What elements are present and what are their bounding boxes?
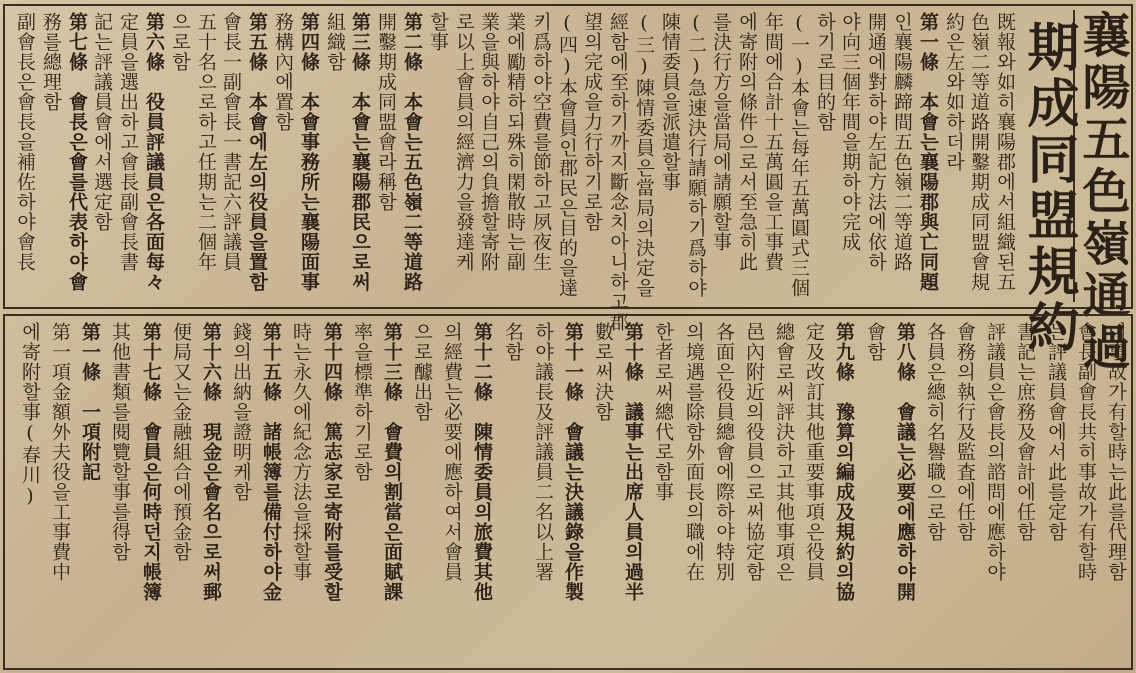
upper-column-33: 으로함 (169, 12, 191, 72)
lower-column-33: 第十七條 會員은何時던지帳簿 (140, 322, 162, 602)
lower-column-34: 其他書類를閱覽할事를得함 (109, 322, 131, 562)
upper-column-20: 業에勵精하되殊히閑散時는副 (504, 12, 526, 272)
upper-column-6: 開通에對하야左記方法에依하 (865, 12, 887, 272)
lower-column-18: 數로써決함 (592, 322, 614, 422)
lower-column-10: 第九條 豫算의編成及規約의協 (833, 322, 855, 602)
headline: 襄陽五色嶺通過 (1074, 10, 1130, 374)
upper-column-11: 에寄附의條件으로서至急히此 (736, 12, 758, 272)
upper-column-14: 陳情委員을派遣할事 (659, 12, 681, 192)
lower-column-31: 第十六條 現金은會名으로써郵 (200, 322, 222, 602)
lower-column-16: 한者로써總代로함事 (652, 322, 674, 502)
lower-column-32: 便局又는金融組合에預金함 (170, 322, 192, 562)
lower-text-block (3, 314, 1133, 670)
lower-column-14: 各面은役員總會에際하야特別 (713, 322, 735, 582)
upper-column-39: 副會長은會長을補佐하야會長 (14, 12, 36, 272)
lower-column-19: 第十一條 會議는決議錄을作製 (562, 322, 584, 602)
upper-column-35: 定員을選出하고會長副會長書 (117, 12, 139, 272)
lower-column-36: 第一項金額外夫役을工事費中 (49, 322, 71, 582)
upper-column-32: 五十名으로하고任期는二個年 (195, 12, 217, 272)
upper-column-23: 할事 (427, 12, 449, 52)
lower-column-4: 書記는庶務及會計에任함 (1014, 322, 1036, 542)
upper-column-18: (四)本會員인郡民은目的을達 (556, 12, 578, 298)
lower-column-24: 으로醵出함 (411, 322, 433, 422)
lower-column-2: 會長副會長共히事故가有할時 (1075, 322, 1097, 582)
lower-column-37: 에寄附할事(春川) (19, 322, 41, 508)
lower-column-6: 會務의執行及監査에任함 (954, 322, 976, 542)
upper-column-9: (一)本會는每年五萬圓式三個 (788, 12, 810, 298)
lower-column-7: 各員은總히名譽職으로함 (924, 322, 946, 542)
upper-column-7: 야向三個年間을期하야完成 (839, 12, 861, 252)
lower-column-27: 第十四條 篤志家로寄附를受할 (321, 322, 343, 602)
upper-column-2: 色嶺二等道路開鑿期成同盟會規 (968, 12, 990, 292)
upper-column-17: 望의完成을力行하기로함 (581, 12, 603, 232)
lower-column-22: 第十二條 陳情委員의旅費其他 (471, 322, 493, 602)
upper-column-34: 第六條 役員評議員은各面每々 (143, 12, 165, 292)
upper-column-12: 를決行方을當局에請願할事 (710, 12, 732, 252)
upper-column-4: 第一條 本會는襄陽郡與亡同題 (917, 12, 939, 292)
lower-column-5: 評議員은會長의諮問에應하야 (984, 322, 1006, 582)
upper-column-3: 約은左와如하더라 (943, 12, 965, 172)
lower-column-15: 의境遇를除함外面長의職에在 (683, 322, 705, 582)
upper-column-13: (二)急速決行請願하기爲하야 (685, 12, 707, 298)
upper-column-25: 開鑿期成同盟會라稱함 (375, 12, 397, 212)
lower-column-9: 會함 (864, 322, 886, 362)
upper-column-37: 第七條 會長은會를代表하야會 (66, 12, 88, 292)
upper-column-30: 第五條 本會에左의役員을置함 (246, 12, 268, 292)
lower-column-3: 는評議員會에서此를定함 (1045, 322, 1067, 542)
lower-column-13: 邑內附近의役員으로써協定함 (743, 322, 765, 582)
upper-column-15: (三)陳情委員은當局의決定을 (633, 12, 655, 298)
upper-column-1: 既報와如히襄陽郡에서組織된五 (994, 12, 1016, 292)
upper-column-36: 記는評議員會에서選定함 (91, 12, 113, 232)
upper-column-31: 會長一副會長一書記六評議員 (220, 12, 242, 272)
upper-column-19: 키爲하야空費를節하고夙夜生 (530, 12, 552, 272)
upper-column-5: 인襄陽麟蹄間五色嶺二等道路 (891, 12, 913, 272)
upper-column-29: 務構內에置함 (272, 12, 294, 132)
lower-column-25: 第十三條 會費의割當은面賦課 (381, 322, 403, 602)
lower-column-29: 第十五條 諸帳簿를備付하야金 (260, 322, 282, 602)
lower-column-1: 이事故가有할時는此를代理함 (1105, 322, 1127, 582)
lower-column-8: 第八條 會議는必要에應하야開 (894, 322, 916, 602)
upper-column-26: 第三條 本會는襄陽郡民으로써 (349, 12, 371, 292)
upper-column-28: 第四條 本會事務所는襄陽面事 (298, 12, 320, 292)
lower-column-17: 第十條 議事는出席人員의過半 (622, 322, 644, 602)
lower-column-28: 時는永久에紀念方法을採할事 (290, 322, 312, 582)
lower-column-35: 第一條 一項附記 (79, 322, 101, 482)
upper-column-10: 年間에合計十五萬圓을工事費 (762, 12, 784, 272)
lower-column-23: 의經費는必要에應하여서會員 (441, 322, 463, 582)
lower-column-20: 하야議長及評議員二名以上署 (532, 322, 554, 582)
article-title: 期成同盟規約 (1018, 20, 1079, 356)
upper-column-24: 第二條 本會는五色嶺二等道路 (401, 12, 423, 292)
upper-column-21: 業을與하야自己의負擔할寄附 (478, 12, 500, 272)
upper-column-22: 로以上會員의經濟力을發達케 (453, 12, 475, 272)
lower-column-12: 總會로써評決하고其他事項은 (773, 322, 795, 582)
upper-column-8: 하기로目的함 (814, 12, 836, 132)
upper-column-16: 經함에至하기까지斷念치아니하고郡 (607, 12, 629, 332)
lower-column-26: 率을標準하기로함 (351, 322, 373, 482)
upper-column-38: 務를總理함 (40, 12, 62, 112)
lower-column-21: 名함 (502, 322, 524, 362)
upper-column-27: 組織함 (324, 12, 346, 72)
lower-column-11: 定及改訂其他重要事項은役員 (803, 322, 825, 582)
lower-column-30: 錢의出納을證明케함 (230, 322, 252, 502)
